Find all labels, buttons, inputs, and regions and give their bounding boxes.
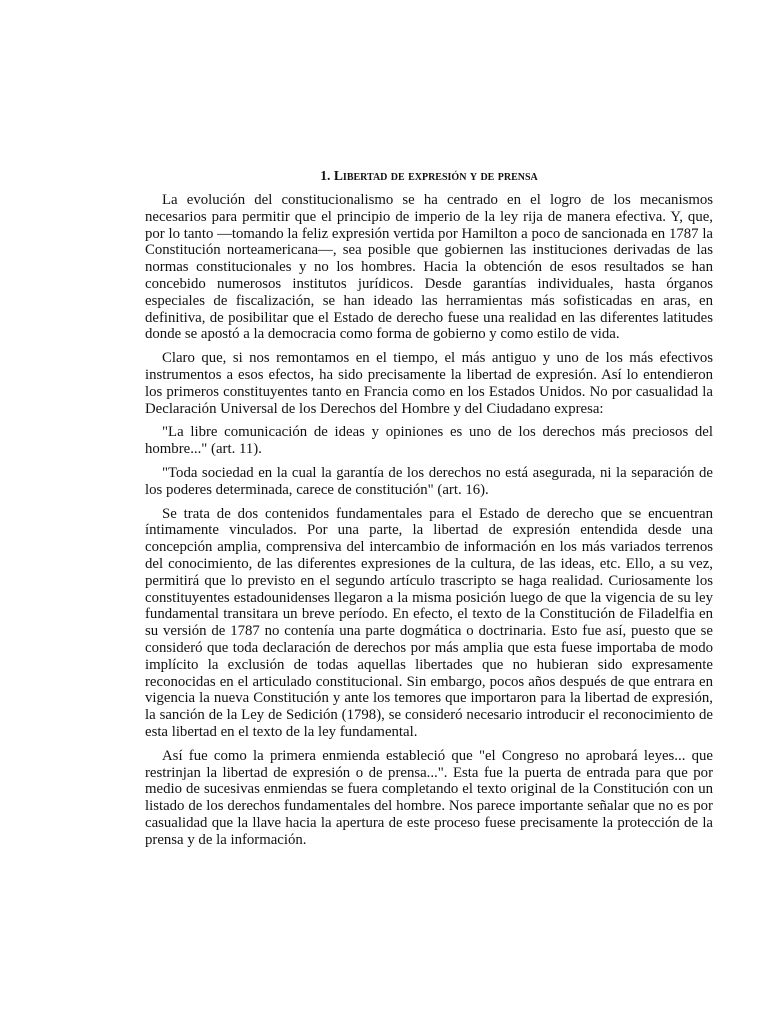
section-title-text: Libertad de expresión y de prensa bbox=[333, 168, 538, 183]
quote-art-16: "Toda sociedad en la cual la garantía de los derechos no está asegurada, ni la separación de los poderes determinada, carece de constitución" (art. 16). bbox=[145, 464, 713, 498]
paragraph-1: La evolución del constitucionalismo se ha centrado en el logro de los mecanismos necesarios para permitir que el principio de imperio de la ley rija de manera efectiva. Y, que, por lo tanto —tomando la feliz expresión vertida por Hamilton a poco de sancionada en 1787 la Constitución norteamericana—, sea posible que gobiernen las instituciones derivadas de las normas constitucionales y no los hombres. Hacia la obtención de esos resultados se han concebido numerosos institutos jurídicos. Desde garantías individuales, hasta órganos especiales de fiscalización, se han ideado las herramientas más sofisticadas en aras, en definitiva, de posibilitar que el Estado de derecho fuese una realidad en las diferentes latitudes donde se apostó a la democracia como forma de gobierno y como estilo de vida. bbox=[145, 192, 713, 343]
section-title bbox=[145, 167, 713, 184]
document-body bbox=[145, 167, 713, 855]
paragraph-3: Se trata de dos contenidos fundamentales para el Estado de derecho que se encuentran íntimamente vinculados. Por una parte, la libertad de expresión entendida desde una concepción amplia, comprensiva del intercambio de información en los más variados terrenos del conocimiento, de las diferentes expresiones de la cultura, de las ideas, etc. Ello, a su vez, permitirá que lo previsto en el segundo artículo trascripto se haga realidad. Curiosamente los constituyentes estadounidenses llegaron a la misma posición luego de que la vigencia de su ley fundamental transitara un breve período. En efecto, el texto de la Constitución de Filadelfia en su versión de 1787 no contenía una parte dogmática o doctrinaria. Esto fue así, puesto que se consideró que toda declaración de derechos por más amplia que esta fuese importaba de modo implícito la exclusión de todas aquellas libertades que no hubieran sido expresamente reconocidas en el articulado constitucional. Sin embargo, pocos años después de que entrara en vigencia la nueva Constitución y ante los temores que importaron para la libertad de expresión, la sanción de la Ley de Sedición (1798), se consideró necesario introducir el reconocimiento de esta libertad en el texto de la ley fundamental. bbox=[145, 505, 713, 740]
quote-art-11: "La libre comunicación de ideas y opiniones es uno de los derechos más preciosos del hombre..." (art. 11). bbox=[145, 424, 713, 458]
paragraph-4: Así fue como la primera enmienda estableció que "el Congreso no aprobará leyes... que restrinjan la libertad de expresión o de prensa...". Esta fue la puerta de entrada para que por medio de sucesivas enmiendas se fuera completando el texto original de la Constitución con un listado de los derechos fundamentales del hombre. Nos parece importante señalar que no es por casualidad que la llave hacia la apertura de este proceso fuese precisamente la protección de la prensa y de la información. bbox=[145, 747, 713, 848]
paragraph-2: Claro que, si nos remontamos en el tiempo, el más antiguo y uno de los más efectivos instrumentos a esos efectos, ha sido precisamente la libertad de expresión. Así lo entendieron los primeros constituyentes tanto en Francia como en los Estados Unidos. No por casualidad la Declaración Universal de los Derechos del Hombre y del Ciudadano expresa: bbox=[145, 350, 713, 417]
section-number: 1. bbox=[320, 168, 331, 183]
